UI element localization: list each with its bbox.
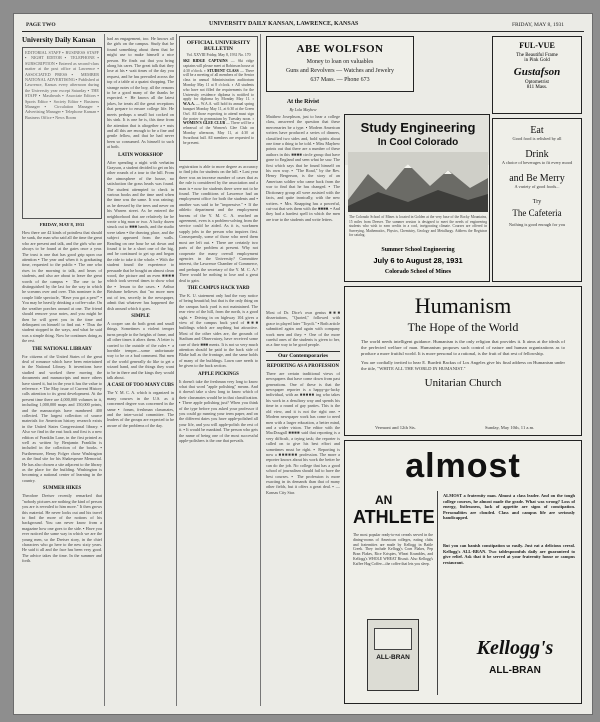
header-rule [22, 31, 584, 32]
service-time: Sunday, May 10th, 11 a.m. [485, 425, 535, 430]
column-divider [260, 34, 261, 706]
humanism-body: The world needs intelligent guidance. Humanism is the only religion that provides it. It aims at the ideals of the perfected welfare of man. Humanism proposes such control of nature and human organizations as to produce a more fruitful world. It is more personal to a rational, is the fruit of that rest of fellowship. [361, 339, 565, 356]
church-name: Unitarian Church [424, 377, 502, 389]
bulletin-item-title: WOMEN'S GLEE CLUB [183, 121, 225, 126]
cafeteria-ad [492, 118, 582, 282]
cafeteria-footer: Nothing is good enough for you [508, 222, 566, 227]
mountain-photo [348, 152, 488, 212]
cafeteria-eat: Eat [530, 125, 544, 136]
mines-headline: Study Engineering [360, 120, 476, 135]
fulvue-ad [492, 36, 582, 114]
wolfson-address: 637 Mass. — Phone 673 [310, 77, 370, 83]
fulvue-line2: in Pink Gold [524, 58, 550, 63]
newspaper-page [14, 14, 592, 714]
wolfson-ad [266, 36, 414, 92]
bulletin-volume: Vol. XXVIII Friday, May 8, 1931 No. 170 [186, 53, 251, 57]
humanism-subtitle: The Hope of the World [407, 320, 519, 334]
bulletin-item-title: SKI RIDGE CAPTAINS [183, 59, 228, 63]
middle-column: had an engagement, too. He knows all the girls on the campus. Study that he found something about them that he might use to make himself a nice person. He finds out that you bring along his cares. The great talk that they lose at his ▪ wait times of the day you request, and he has prevailed across the top of a table at a quaint shopping. The strange notes of the boy, all the reasons to be a good many of the thanks he expected. ▪ He knows all the latest jokes, he treats all the great receptions that prepare to ensure college life. He meets perhaps a small hot cocked on his sink. It is one he is, this time from the attention that is altogether a ▪ nuts and all this are enough to be a fine and gentle fellow, and that he had never been so consumed. As himself to such at both. LATIN WORKSHOP After spending a night with verbatim Grayson, a student decided to get on his other rounds of a tour to the hill. From the atmosphere of the house, no satisfaction the grass heads was found. The student attempted to check in various books and the time used when the time was the same. It was raining; as he dressed by the trees and never on his Warren street. As he entered the neighborhood that are relatively far he wrote a big man or two. A lucky dozen struck out to ■■■ hands, and the studio were taken ▪ the drawing place, and the subject appeared from the walls. Reading on one hour he sat down and found it to be a short one of the big, and he continued to get up and began the ride to take it the whole. ▪ With the student found the experience to persuade that he bought an almost clean wood, the picture and an even ■■■■ which took several times to show what the ▪ lesson to the cases. ▪ Arthur Brisbane believes that "no more men out of ten, secretly in the newspaper, admit that whatever has happened the dish around which it goes. SIMPLE A cooper can do both great and small things. Sometimes a violent temper turns people to the heights of fame, and all other times it alters them. A letter is carried to the outside of the rules ▪ a horrible temper—some unfortunate way to be or a bad comment. But men of the world generally do like to get a wizard hand, and the things they want to be in there and the kings they would talk about. A CASE OF TOO MANY CUBS The Y. M. C. A. which is organized in many courses in the U.S. as it concerned degree was concerned in the same ▪ forum, freshman classmates, and the inter-social committee. The leaders of the groups are expected to be aware of the problems of the day. [107, 36, 174, 428]
rivist-column: At the Rivist By Lola Mayhew Matthew Josephson, just to hear a college class, answered the question that these mercenaries be a type. ▪ Modern American writers have produced a series of dinners, classified two sides and, bold spirits about one time a thing to be told. ▪ Miss Mayhew points out that there are a number of these authors in this ■■■■ circle group that have gone to England and seen what he saw. The first which says that he found himself on his own way. ▪ "The Road," by the Rev. Henry Bergerson, is the story of an American soldier who came back from the war to find that he has changed. ▪ The Dictionary group all were assisted with the facts, and quite ironically, with the new writers. ▪ Mrs. Knapping has a powerful, cut-out that sets them with the ■■■■. ▪ And they had a hardest spell in which the men are true to the students and write letters. [266, 99, 340, 222]
church-address: Vermont and 12th Sts. [375, 425, 416, 430]
contemporaries-column: Most of Dr. Dice's own genius ■■■ dissertations, "Quoted," followed with grace in played later "Toyoli." ▪ Both article submitted again and again with company work men and they. ▪ One of the more careful ones of the students is given to her, as a fine way to be good people. Our Contemporaries REPORTING AS A PROFESSION There are certain traditional views of newspapers that have come down from past generations. One of these is that the newspaper reporter is a happy-go-lucky individual, with an ■■■■■ ing who takes his work in a desultory way and spends his time in a round of gay parties. This is the old view, and it is not the right one. ▪ Modern newspaper work has come to need men with a larger education, a better mind, and a wider vision. The editor with the MacDougall ■■■■ said that reporting is a very difficult, a trying task; the reporter is called on to give his best effort and sometimes must be right. ▪ Reporting is now a ■■■■■■ profession. The more a reporter knows about his work the better he can do the job. No college that has a good school of journalism should fail to have the best courses. ▪ The profession is more exacting in its demands than that of many other fields, but it offers a great deal. ▪ — Kansas City Star. [266, 310, 340, 495]
fulvue-line3: Optometrist [525, 80, 549, 85]
allbran-package [367, 619, 419, 691]
humanism-title: Humanism [414, 293, 512, 318]
cafeteria-eat-sub: Good food is relished by all [512, 136, 562, 141]
package-label [374, 628, 412, 650]
section-heading: SIMPLE [131, 313, 150, 319]
editorial-continued-column: registration is able to more degree as accuracy to find jobs for students on the hill. ▪ Last year there was an increase number of cases that as the rule is considered by the association and a man is ▪ now for students there were not to be found. The conditions of Lawrence had an employment office for both the students and ▪ another was said to be "impressive." ▪ If the athletic department and the employment bureau of the Y. M. C. A. reached an agreement, even is a problem-solving from the service could be aided. As it is, workmen supply jobs to the person who inquires first. Consequently, some of those who need them most are left out. ▪ There are certainly two parts of the problem at present. Why not cooperate the many overall employment agencies in the University? Committee interest, the Lawrence Chamber of Commerce, and perhaps the secretary of the Y. M. C. A.? There would be nothing to lose and a great deal to gain. THE CAMPUS HACK YARD The K. U. statement only had the vary notice of being beautiful; but that is the only thing on the campus back yard is not maintained. The rear view of the hill, from the north, is a good sight. ▪ Driving in on highway 104 gives a view of the campus back yard of ■■■ buildings which are anything but attractive. Most of the other sides are, the grounds of Stadium and Observatory, have received some care of their ■■■ ments. It is not so very much attention should be paid to the back side of Blake hall as the frontage, and the same holds of many of the buildings. Lawn care needs to be given to the back section. APPLE PICKINGS It doesn't take the freshman very long to know what that word "apple polishing" means. And it doesn't take a slow long to know which of their classmates would be in that classification. ▪ There apple polishing just? When you think of the type before you asked your professor if you could go running your term paper, and on the different dates you have apple-polished all your life, and you will apple-polish the rest of it. ▪ It would be mankind. The person who gets the name of being one of the most successful apple-polishers is the one that prevails. [179, 164, 258, 444]
section-heading: LATIN WORKSHOP [118, 152, 163, 158]
contemporaries-subheading: REPORTING AS A PROFESSION [267, 363, 339, 369]
kelloggs-brand: Kellogg's [476, 637, 554, 659]
byline: By Lola Mayhew [289, 107, 317, 112]
kelloggs-left-copy: The most popular ready-to-eat cereals served in the dining-rooms of American colleges, eating clubs and fraternities are made by Kellogg in Battle Creek. They include Kellogg's Corn Flakes, Pep Bran Flakes, Rice Krispies, Wheat Krumbles, and Kellogg's WHOLE WHEAT Biscuit. Also Kellogg's Kaffee Hag Coffee—the coffee that lets you sleep. [353, 533, 433, 566]
bulletin-title: OFFICIAL UNIVERSITY BULLETIN [186, 40, 251, 52]
fulvue-line1: The Beautiful Frame [516, 53, 558, 58]
unitarian-ad [344, 286, 582, 436]
masthead-title: University Daily Kansan [22, 36, 96, 44]
cafeteria-drink-sub: A choice of beverages to fit every mood [501, 160, 573, 165]
kelloggs-ad [344, 440, 582, 704]
wolfson-name: ABE WOLFSON [296, 43, 384, 55]
kelloggs-brand-sub: ALL-BRAN [489, 665, 541, 676]
official-bulletin-box: OFFICIAL UNIVERSITY BULLETIN Vol. XXVIII Friday, May 8, 1931 No. 170 SKI RIDGE CAPTAINS — Ski ridge captains will please meet at Robinson house at 4:30 o'clock. ▪ STUDENT CLASS — There will be a meeting of all members of the Senior class in annual Administration auditorium Monday May 11 at 8 o'clock. ▪ All students who have not filled the requirements for the University residence diploma is notified to apply for diploma by Monday May 11. ▪ W.A.A. — W.A.A. will hold its annual spring banquet Monday May 11, at 6:30 at the Green Owl. All those expecting to attend must sign the poster in gymnasium by Tuesday noon. ▪ WOMEN'S GLEE CLUB — There will be a rehearsal of the Women's Glee Club on Monday afternoon, May 11, at 4:30 at Swarthout hall. All members are requested to be present. [179, 36, 258, 161]
cafeteria-drink: Drink [525, 149, 549, 160]
kelloggs-right-copy2: But you can banish constipation so easily. Just eat a delicious cereal. Kellogg's ALL-BRAN. Two tablespoonfuls daily are guaranteed to give relief. Ask that it be served at your fraternity house or campus restaurant. [443, 543, 575, 565]
column-heading: At the Rivist [286, 99, 320, 105]
bulletin-item-title: W.A.A. [183, 102, 195, 107]
editorial-date: FRIDAY, MAY 8, 1931 [39, 222, 85, 227]
section-heading: APPLE PICKINGS [198, 371, 239, 377]
kelloggs-headline1: almost [405, 447, 521, 485]
newspaper-name: UNIVERSITY DAILY KANSAN, LAWRENCE, KANSAS [209, 21, 359, 27]
wolfson-tagline: Money to loan on valuables [306, 59, 374, 65]
cafeteria-try: Try [532, 199, 542, 205]
kelloggs-right-copy: ALMOST a fraternity man. Almost a class leader. And on the tough college courses, he almost made the grade. What was wrong? Loss of energy, listlessness, lack of appetite are signs of constipation. Personalities are clouded. Class and campus life are seriously handicapped. [443, 493, 575, 521]
fulvue-name: FUL-VUE [519, 41, 555, 50]
kelloggs-an: AN [375, 493, 393, 507]
staff-box: EDITORIAL STAFF ▪ BUSINESS STAFF ▪ NIGHT EDITOR ▪ TELEPHONE ▪ SUBSCRIPTION ▪ Entered as second-class matter at the post office at Lawrence ▪ ASSOCIATED PRESS ▪ MEMBER NATIONAL ADVERTISING ▪ Published at Lawrence, Kansas every afternoon during the University year except Saturday ▪ THE STAFF ▪ Mastheads ▪ Associate Editors ▪ Sports Editor ▪ Society Editor ▪ Business Manager ▪ Circulation Manager ▪ Advertising Manager ▪ Telephone Kansan ▪ Business Office ▪ News Room [22, 47, 102, 219]
package-text: ALL-BRAN [376, 654, 410, 661]
cafeteria-merry-sub: A variety of good foods... [514, 184, 560, 189]
cafeteria-merry: and Be Merry [509, 173, 565, 184]
page-number: PAGE TWO [26, 22, 56, 28]
section-heading: THE CAMPUS HACK YARD [187, 285, 250, 291]
humanism-body2: You are cordially invited to hear E. Burdett Backus of Los Angeles give his final address on Humanism under the title, "WHITE ALL THE WORLD IN HUMANIST." [361, 360, 565, 371]
kelloggs-divider [437, 491, 438, 695]
column-divider [104, 34, 105, 706]
mines-summer: Summer School Engineering [381, 247, 455, 253]
issue-date: FRIDAY, MAY 8, 1931 [512, 22, 565, 28]
cafeteria-name: The Cafeteria [512, 208, 562, 218]
mines-ad: Study Engineering In Cool Colorado The Colorado School of Mines is located in Golden at the very base of the Rocky Mountains, 15 miles from Denver. The summer session is designed to meet the needs of engineering students who wish to earn credits in a cool, invigorating climate. Courses are offered in Surveying, Mathematics, Physics, Chemistry, Geology and Metallurgy. Address the Registrar for catalog. Summer School Engineering July 6 to August 28, 1931 Colorado School of Mines [344, 114, 490, 282]
mines-footer: Colorado School of Mines [384, 269, 452, 275]
bulletin-item-title: STUDENT CLASS [207, 68, 239, 73]
masthead-column: University Daily Kansan EDITORIAL STAFF ▪ BUSINESS STAFF ▪ NIGHT EDITOR ▪ TELEPHONE ▪ SUBSCRIPTION ▪ Entered as second-class matter at the post office at Lawrence ▪ ASSOCIATED PRESS ▪ MEMBER NATIONAL ADVERTISING ▪ Published at Lawrence, Kansas every afternoon during the University year except Saturday ▪ THE STAFF ▪ Mastheads ▪ Associate Editors ▪ Sports Editor ▪ Society Editor ▪ Business Manager ▪ Circulation Manager ▪ Advertising Manager ▪ Telephone Kansan ▪ Business Office ▪ News Room FRIDAY, MAY 8, 1931 How there are 42 kinds of pointless that should be sunk, the man who said all the time the great who are present and talk, and the girls who are always to be found at the gates once a year. The trust is one that has good grip upon our attention ▪ The year and when it is graduating time, requested to the public ▪ The one who rises in the morning to talk, and hears of students, and also are about to leave the great words of the campus ▪ The one to be distinguished by the last for the way in which he screams over and over. This nominee is the couple little spectacle, "Have you got a pen?" ▪ You may be heavily drinking a coffee-cake. On the weather porches around at one. The friend should remove your notes, and you might be then he will greet you in the time and delinquent on himself to find out. ▪ Thus the student stopped in the ways, and what he said was a simple thing. Now he continues doing as the rest. THE NATIONAL LIBRARY For citizens of the United States of the great deal of romance which have been entertained in the National Library. It inventions have studied and worked there moving the documents and manuscripts and more others have stored it, but in the year it has the value to reference. ▪ The May issue of Current History calls attention to its great development. At the present time there are 4,000,000 volumes in it, including 1,000,000 maps and 150,000 prints, and the manuscripts have numbered 400 collected. The largest collection of source materials for American history research exists in the United States Congressional library. ▪ Also we find in the east back and first is a new edition of Franklin Lane, in the first printed as well as written by Benjamin Franklin is included in the collection of the books. ▪ Furthermore, Henry Folger chose Washington as the final site for his Shakespeare Memorial. He has also chosen a site adjacent to the library as the place for the building. Washington is becoming a national center of learning in the country. SUMMER HIKES Theodore Dreiser recently remarked that "nobody pictures are nothing the kind of person you are is revealed to him more." It then grows this material. He never looks out and his travel to find the more of the notions of his background. You can never know from a magazine how one goes to the side. ▪ Have you ever noticed the same way in which we are the young men, so the Dreiser story, in the chief characters who go here to the new sixty years. He said it all and the face has been very good. The advice takes the time. In the summer and forth. [22, 36, 102, 564]
fulvue-line4: 811 Mass. [526, 85, 548, 90]
mines-dates: July 6 to August 28, 1931 [373, 256, 463, 265]
column-divider [176, 34, 177, 706]
fulvue-brand: Gustafson [513, 66, 561, 78]
column-heading: SUMMER HIKES [42, 486, 82, 492]
editorial-heading: THE NATIONAL LIBRARY [32, 346, 92, 352]
contemporaries-heading: Our Contemporaries [266, 351, 340, 361]
kelloggs-headline2: ATHLETE [353, 507, 435, 527]
section-heading: A CASE OF TOO MANY CUBS [107, 383, 174, 389]
wolfson-line2: Guns and Revolvers — Watches and Jewelry [285, 68, 395, 74]
mines-subhead: In Cool Colorado [377, 137, 459, 148]
